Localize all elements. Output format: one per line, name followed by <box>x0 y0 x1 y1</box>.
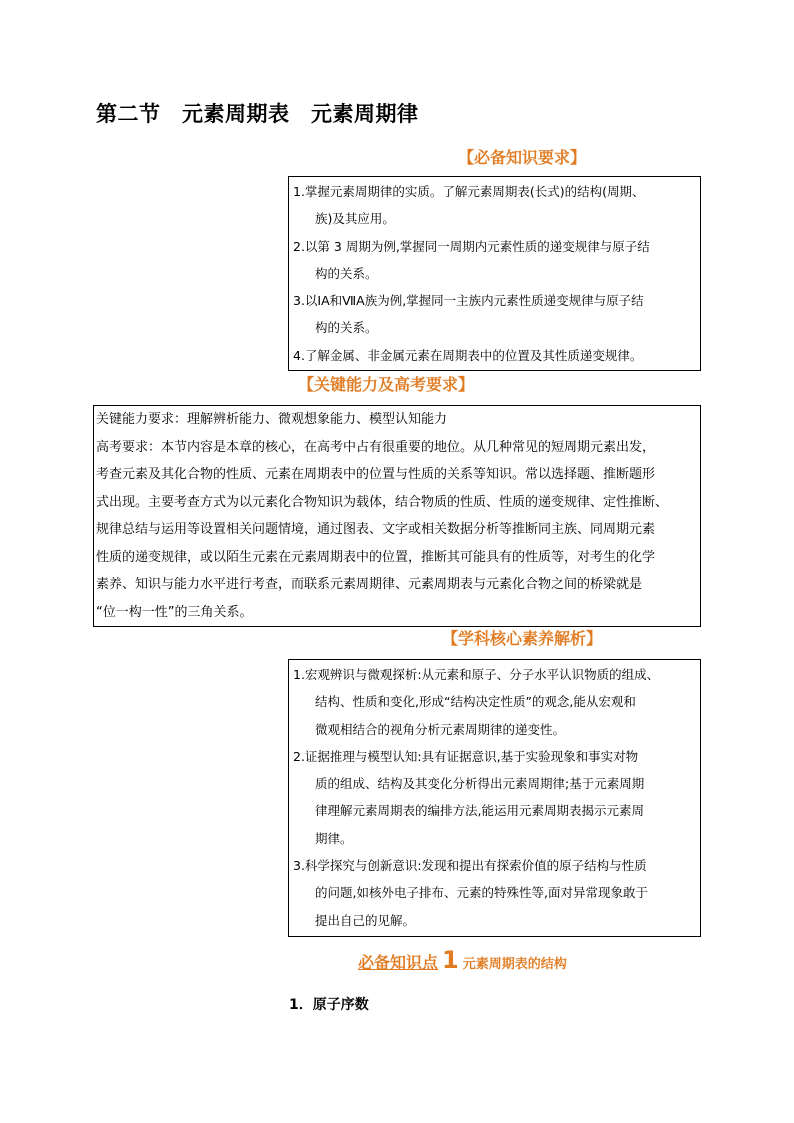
core-literacy-line: 质的组成、结构及其变化分析得出元素周期律;基于元素周期 <box>315 776 645 792</box>
knowledge-point-topic: 元素周期表的结构 <box>462 957 567 972</box>
required-knowledge-line: 2.以第 3 周期为例,掌握同一周期内元素性质的递变规律与原子结 <box>293 238 650 254</box>
required-knowledge-line: 1.掌握元素周期律的实质。了解元素周期表(长式)的结构(周期、 <box>293 184 645 199</box>
required-knowledge-box <box>288 176 701 371</box>
core-literacy-box <box>288 659 701 937</box>
subheading-atomic-number: 1．原子序数 <box>289 997 369 1013</box>
core-literacy-line: 提出自己的见解。 <box>315 912 416 928</box>
knowledge-point-heading <box>358 946 567 974</box>
core-literacy-heading: 【学科核心素养解析】 <box>442 629 603 648</box>
core-literacy-line: 期律。 <box>315 830 353 846</box>
core-literacy-line: 结构、性质和变化,形成“结构决定性质”的观念,能从宏观和 <box>315 694 636 710</box>
key-ability-line: 规律总结与运用等设置相关问题情境，通过图表、文字或相关数据分析等推断同主族、同周期元素 <box>96 522 656 537</box>
required-knowledge-line: 族)及其应用。 <box>315 211 395 227</box>
key-ability-box <box>93 405 701 627</box>
required-knowledge-heading: 【必备知识要求】 <box>458 148 587 167</box>
core-literacy-line: 微观相结合的视角分析元素周期律的递变性。 <box>315 721 566 737</box>
core-literacy-line: 3.科学探究与创新意识:发现和提出有探索价值的原子结构与性质 <box>293 858 647 874</box>
key-ability-line: 考查元素及其化合物的性质、元素在周期表中的位置与性质的关系等知识。常以选择题、推断题形 <box>96 467 656 482</box>
key-ability-line: 性质的递变规律，或以陌生元素在元素周期表中的位置，推断其可能具有的性质等，对考生的化学 <box>96 549 656 565</box>
required-knowledge-line: 构的关系。 <box>315 265 378 281</box>
key-ability-line: 素养、知识与能力水平进行考查，而联系元素周期律、元素周期表与元素化合物之间的桥梁就是 <box>96 577 643 592</box>
required-knowledge-line: 构的关系。 <box>315 320 378 336</box>
key-ability-line: 关键能力要求：理解辨析能力、微观想象能力、模型认知能力 <box>96 412 448 427</box>
core-literacy-line: 的问题,如核外电子排布、元素的特殊性等,面对异常现象敢于 <box>315 885 648 901</box>
knowledge-point-label: 必备知识点 <box>358 953 439 972</box>
key-ability-line: 高考要求：本节内容是本章的核心，在高考中占有很重要的地位。从几种常见的短周期元素出发， <box>96 439 656 455</box>
key-ability-heading: 【关键能力及高考要求】 <box>298 375 475 394</box>
key-ability-line: 式出现。主要考查方式为以元素化合物知识为载体，结合物质的性质、性质的递变规律、定性推断、 <box>96 494 669 510</box>
required-knowledge-line: 3.以ⅠA和ⅦA族为例,掌握同一主族内元素性质递变规律与原子结 <box>293 293 644 309</box>
core-literacy-line: 律理解元素周期表的编排方法,能运用元素周期表揭示元素周 <box>315 803 644 819</box>
page-title: 第二节 元素周期表 元素周期律 <box>96 102 419 126</box>
key-ability-line: “位一构一性”的三角关系。 <box>96 604 253 620</box>
core-literacy-line: 2.证据推理与模型认知:具有证据意识,基于实验现象和事实对物 <box>293 748 639 764</box>
required-knowledge-line: 4.了解金属、非金属元素在周期表中的位置及其性质递变规律。 <box>293 347 643 363</box>
knowledge-point-number: 1 <box>442 946 459 974</box>
core-literacy-line: 1.宏观辨识与微观探析:从元素和原子、分子水平认识物质的组成、 <box>293 667 660 682</box>
